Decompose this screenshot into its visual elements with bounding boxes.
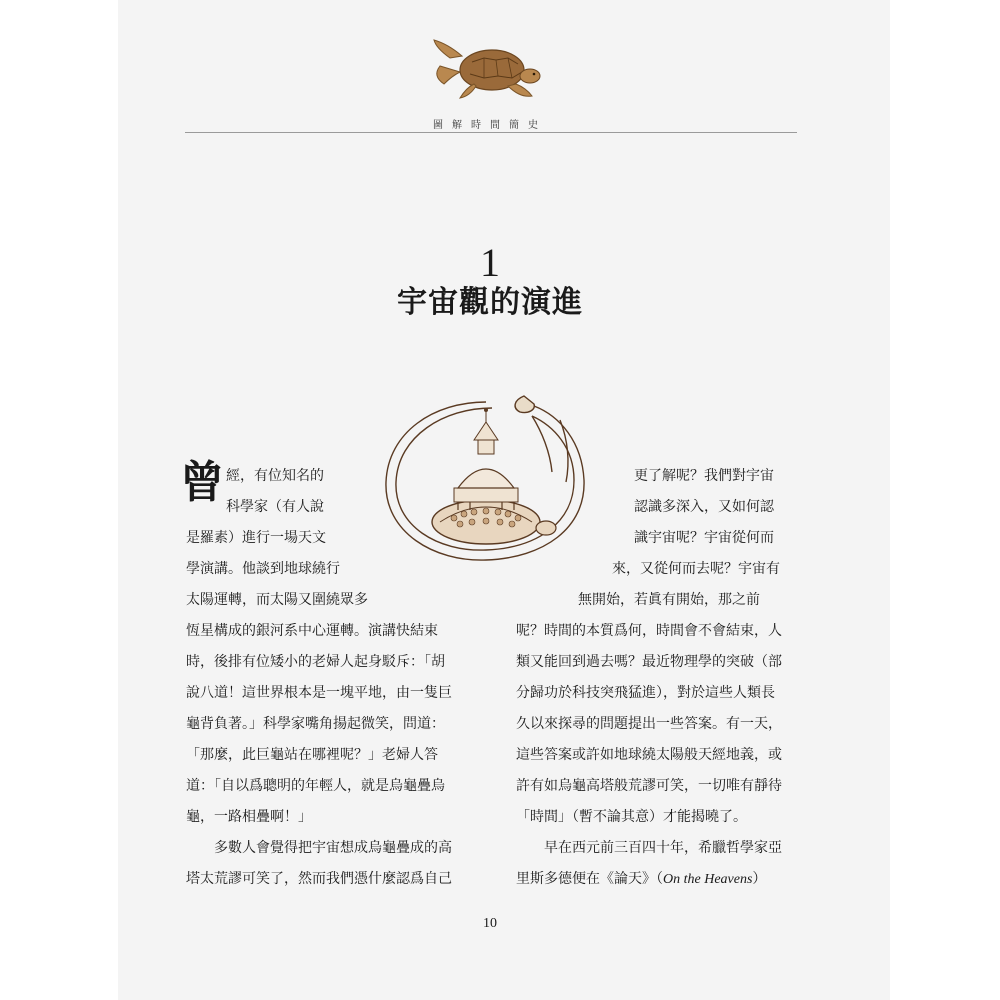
chapter-title: 宇宙觀的演進 [397, 285, 583, 320]
right-line: 這些答案或許如地球繞太陽般天經地義，或 [516, 747, 782, 763]
right-line: 無開始，若眞有開始，那之前 [578, 592, 760, 608]
drop-cap: 曾 [180, 457, 224, 508]
right-line: 呢？時間的本質爲何，時間會不會結束，人 [516, 623, 782, 639]
left-line: 學演講。他談到地球繞行 [186, 561, 340, 577]
right-line: 認識多深入，又如何認 [634, 499, 774, 515]
header-rule [185, 132, 797, 133]
left-line: 龜背負著。」科學家嘴角揚起微笑，問道： [186, 716, 445, 732]
sea-turtle-icon [430, 36, 546, 102]
book-title-italic: On the Heavens [663, 872, 753, 887]
left-line: 道：「自以爲聰明的年輕人，就是烏龜疊烏 [186, 778, 445, 794]
right-line: 來，又從何而去呢？宇宙有 [612, 561, 780, 577]
closing-paren: ） [752, 871, 767, 887]
left-line: 太陽運轉，而太陽又圍繞眾多 [186, 592, 368, 608]
page-number: 10 [483, 916, 497, 931]
left-line: 說八道！這世界根本是一塊平地，由一隻巨 [186, 685, 452, 701]
right-line: 識宇宙呢？宇宙從何而 [634, 530, 774, 546]
right-line: 許有如烏龜高塔般荒謬可笑，一切唯有靜待 [516, 778, 782, 794]
left-line: 塔太荒謬可笑了，然而我們憑什麼認爲自己 [186, 871, 452, 887]
chapter-number: 1 [480, 240, 500, 285]
running-header: 圖解時間簡史 [433, 120, 547, 131]
left-line: 經，有位知名的 [226, 468, 324, 484]
right-line-text: 里斯多德便在《論天》（ [516, 871, 663, 887]
turtle-tower-ouroboros-illustration [374, 392, 596, 568]
right-line: 更了解呢？我們對宇宙 [634, 468, 774, 484]
right-line: 類又能回到過去嗎？最近物理學的突破（部 [516, 654, 782, 670]
right-line: 「時間」（暫不論其意）才能揭曉了。 [516, 809, 747, 825]
left-line: 是羅素）進行一場天文 [186, 530, 326, 546]
right-line: 分歸功於科技突飛猛進），對於這些人類長 [516, 685, 775, 701]
left-line: 龜，一路相疊啊！」 [186, 809, 312, 825]
right-line: 早在西元前三百四十年，希臘哲學家亞 [544, 840, 782, 856]
left-line: 科學家（有人說 [226, 499, 324, 515]
left-line: 恆星構成的銀河系中心運轉。演講快結束 [186, 623, 438, 639]
left-line: 「那麼，此巨龜站在哪裡呢？」老婦人答 [186, 747, 438, 763]
left-line: 時，後排有位矮小的老婦人起身駁斥：「胡 [186, 654, 445, 670]
right-line: 久以來探尋的問題提出一些答案。有一天， [516, 716, 782, 732]
left-line: 多數人會覺得把宇宙想成烏龜疊成的高 [214, 840, 452, 856]
right-line-with-title [516, 869, 766, 890]
